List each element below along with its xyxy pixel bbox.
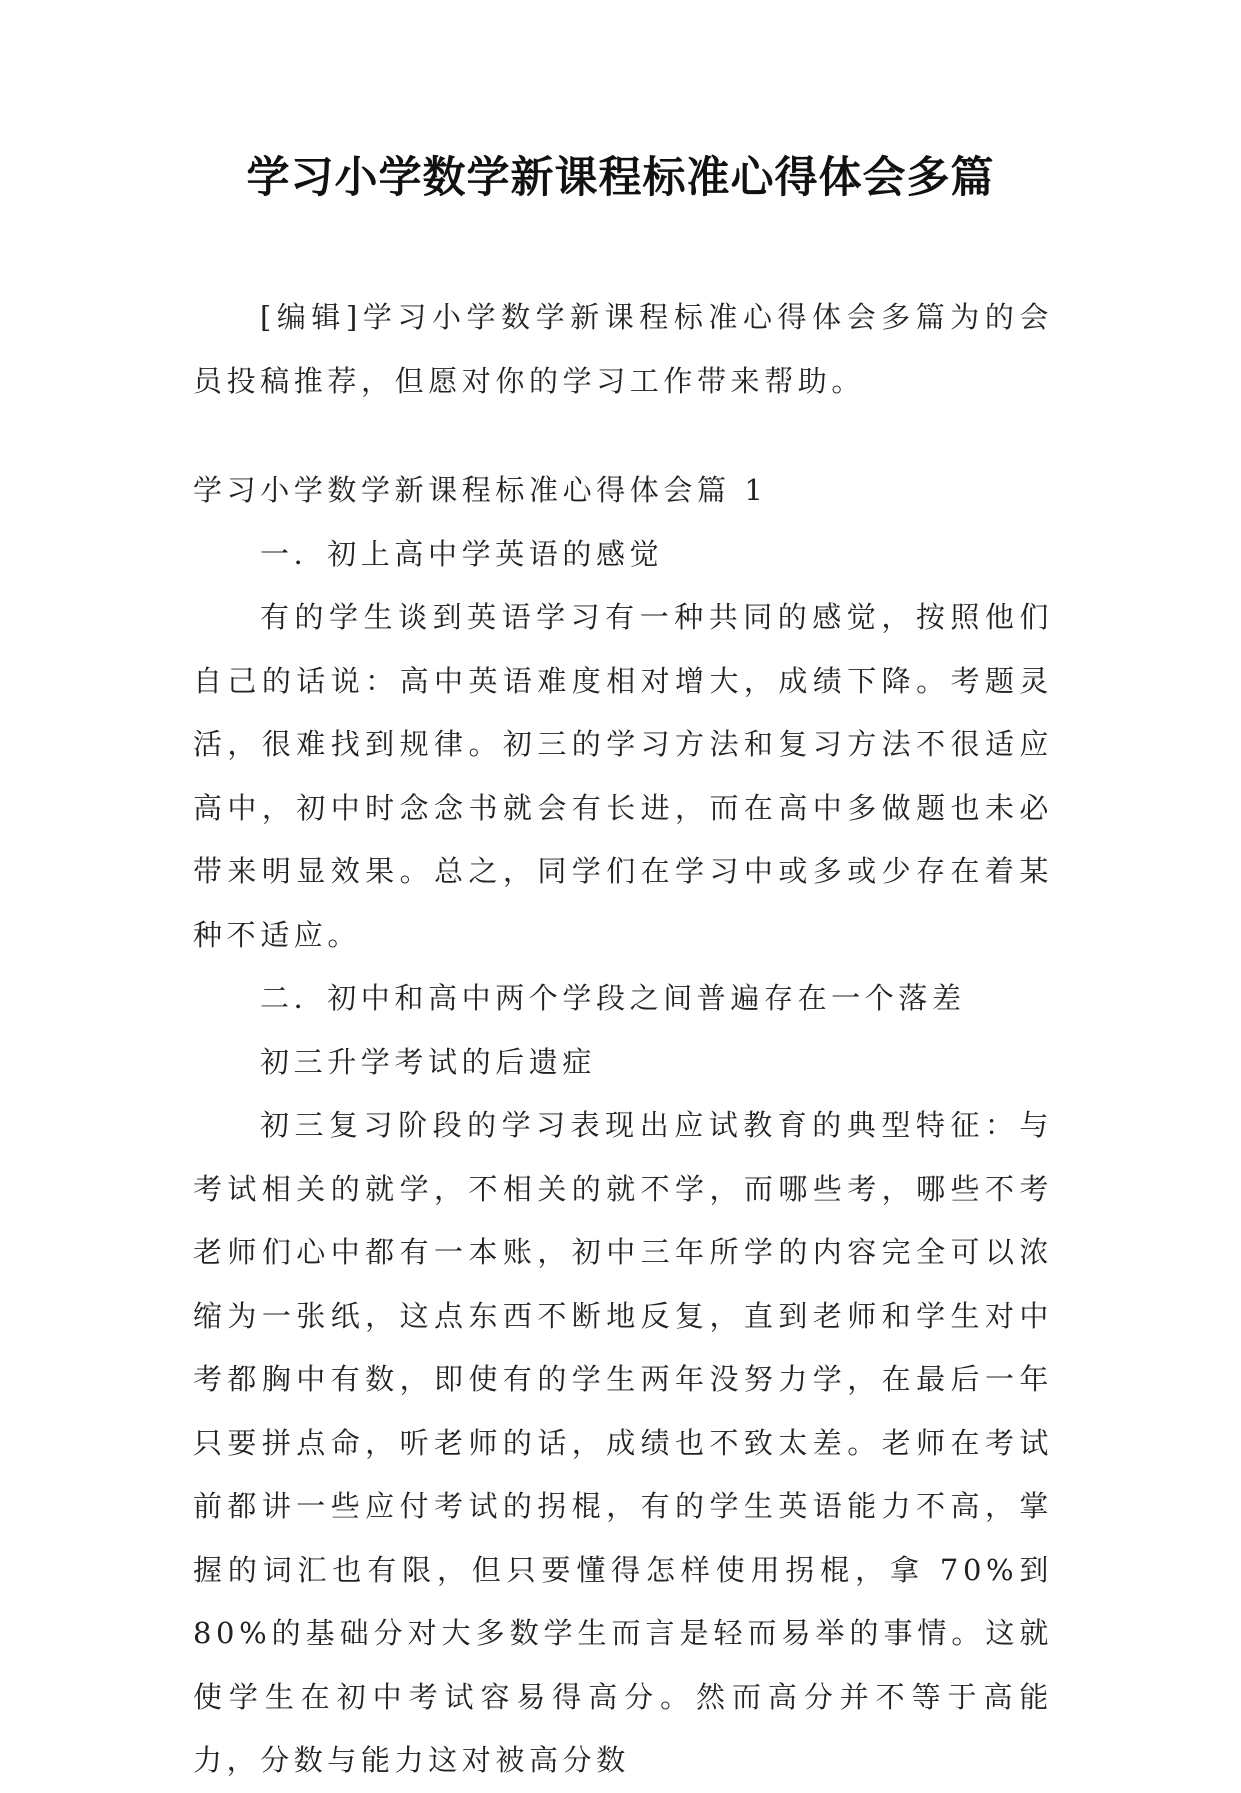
document-title: 学习小学数学新课程标准心得体会多篇 xyxy=(246,153,995,203)
paragraph-two: 初三复习阶段的学习表现出应试教育的典型特征：与考试相关的就学，不相关的就不学，而哪些考，哪些不考老师们心中都有一本账，初中三年所学的内容完全可以浓缩为一张纸，这点东西不断地反复，直到老师和学生对中考都胸中有数，即使有的学生两年没努力学，在最后一年只要拼点命，听老师的话，成绩也不致太差。老师在考试前都讲一些应付考试的拐棍，有的学生英语能力不高，掌握的词汇也有限，但只要懂得怎样使用拐棍，拿 70%到 80%的基础分对大多数学生而言是轻而易举的事情。这就使学生在初中考试容易得高分。然而高分并不等于高能力，分数与能力这对被高分数 xyxy=(193,1108,1053,1777)
section-heading: 学习小学数学新课程标准心得体会篇 1 xyxy=(193,473,768,507)
article-body xyxy=(193,459,1053,1793)
paragraph-one: 有的学生谈到英语学习有一种共同的感觉，按照他们自己的话说：高中英语难度相对增大，成绩下降。考题灵活，很难找到规律。初三的学习方法和复习方法不很适应高中，初中时念念书就会有长进，而在高中多做题也未必带来明显效果。总之，同学们在学习中或多或少存在着某种不适应。 xyxy=(193,600,1053,952)
subheading-three: 初三升学考试的后遗症 xyxy=(260,1044,597,1079)
subheading-one: 一．初上高中学英语的感觉 xyxy=(260,536,664,571)
subheading-two: 二．初中和高中两个学段之间普遍存在一个落差 xyxy=(260,981,966,1015)
intro-paragraph: [编辑]学习小学数学新课程标准心得体会多篇为的会员投稿推荐，但愿对你的学习工作带来帮助。 xyxy=(193,300,1053,398)
